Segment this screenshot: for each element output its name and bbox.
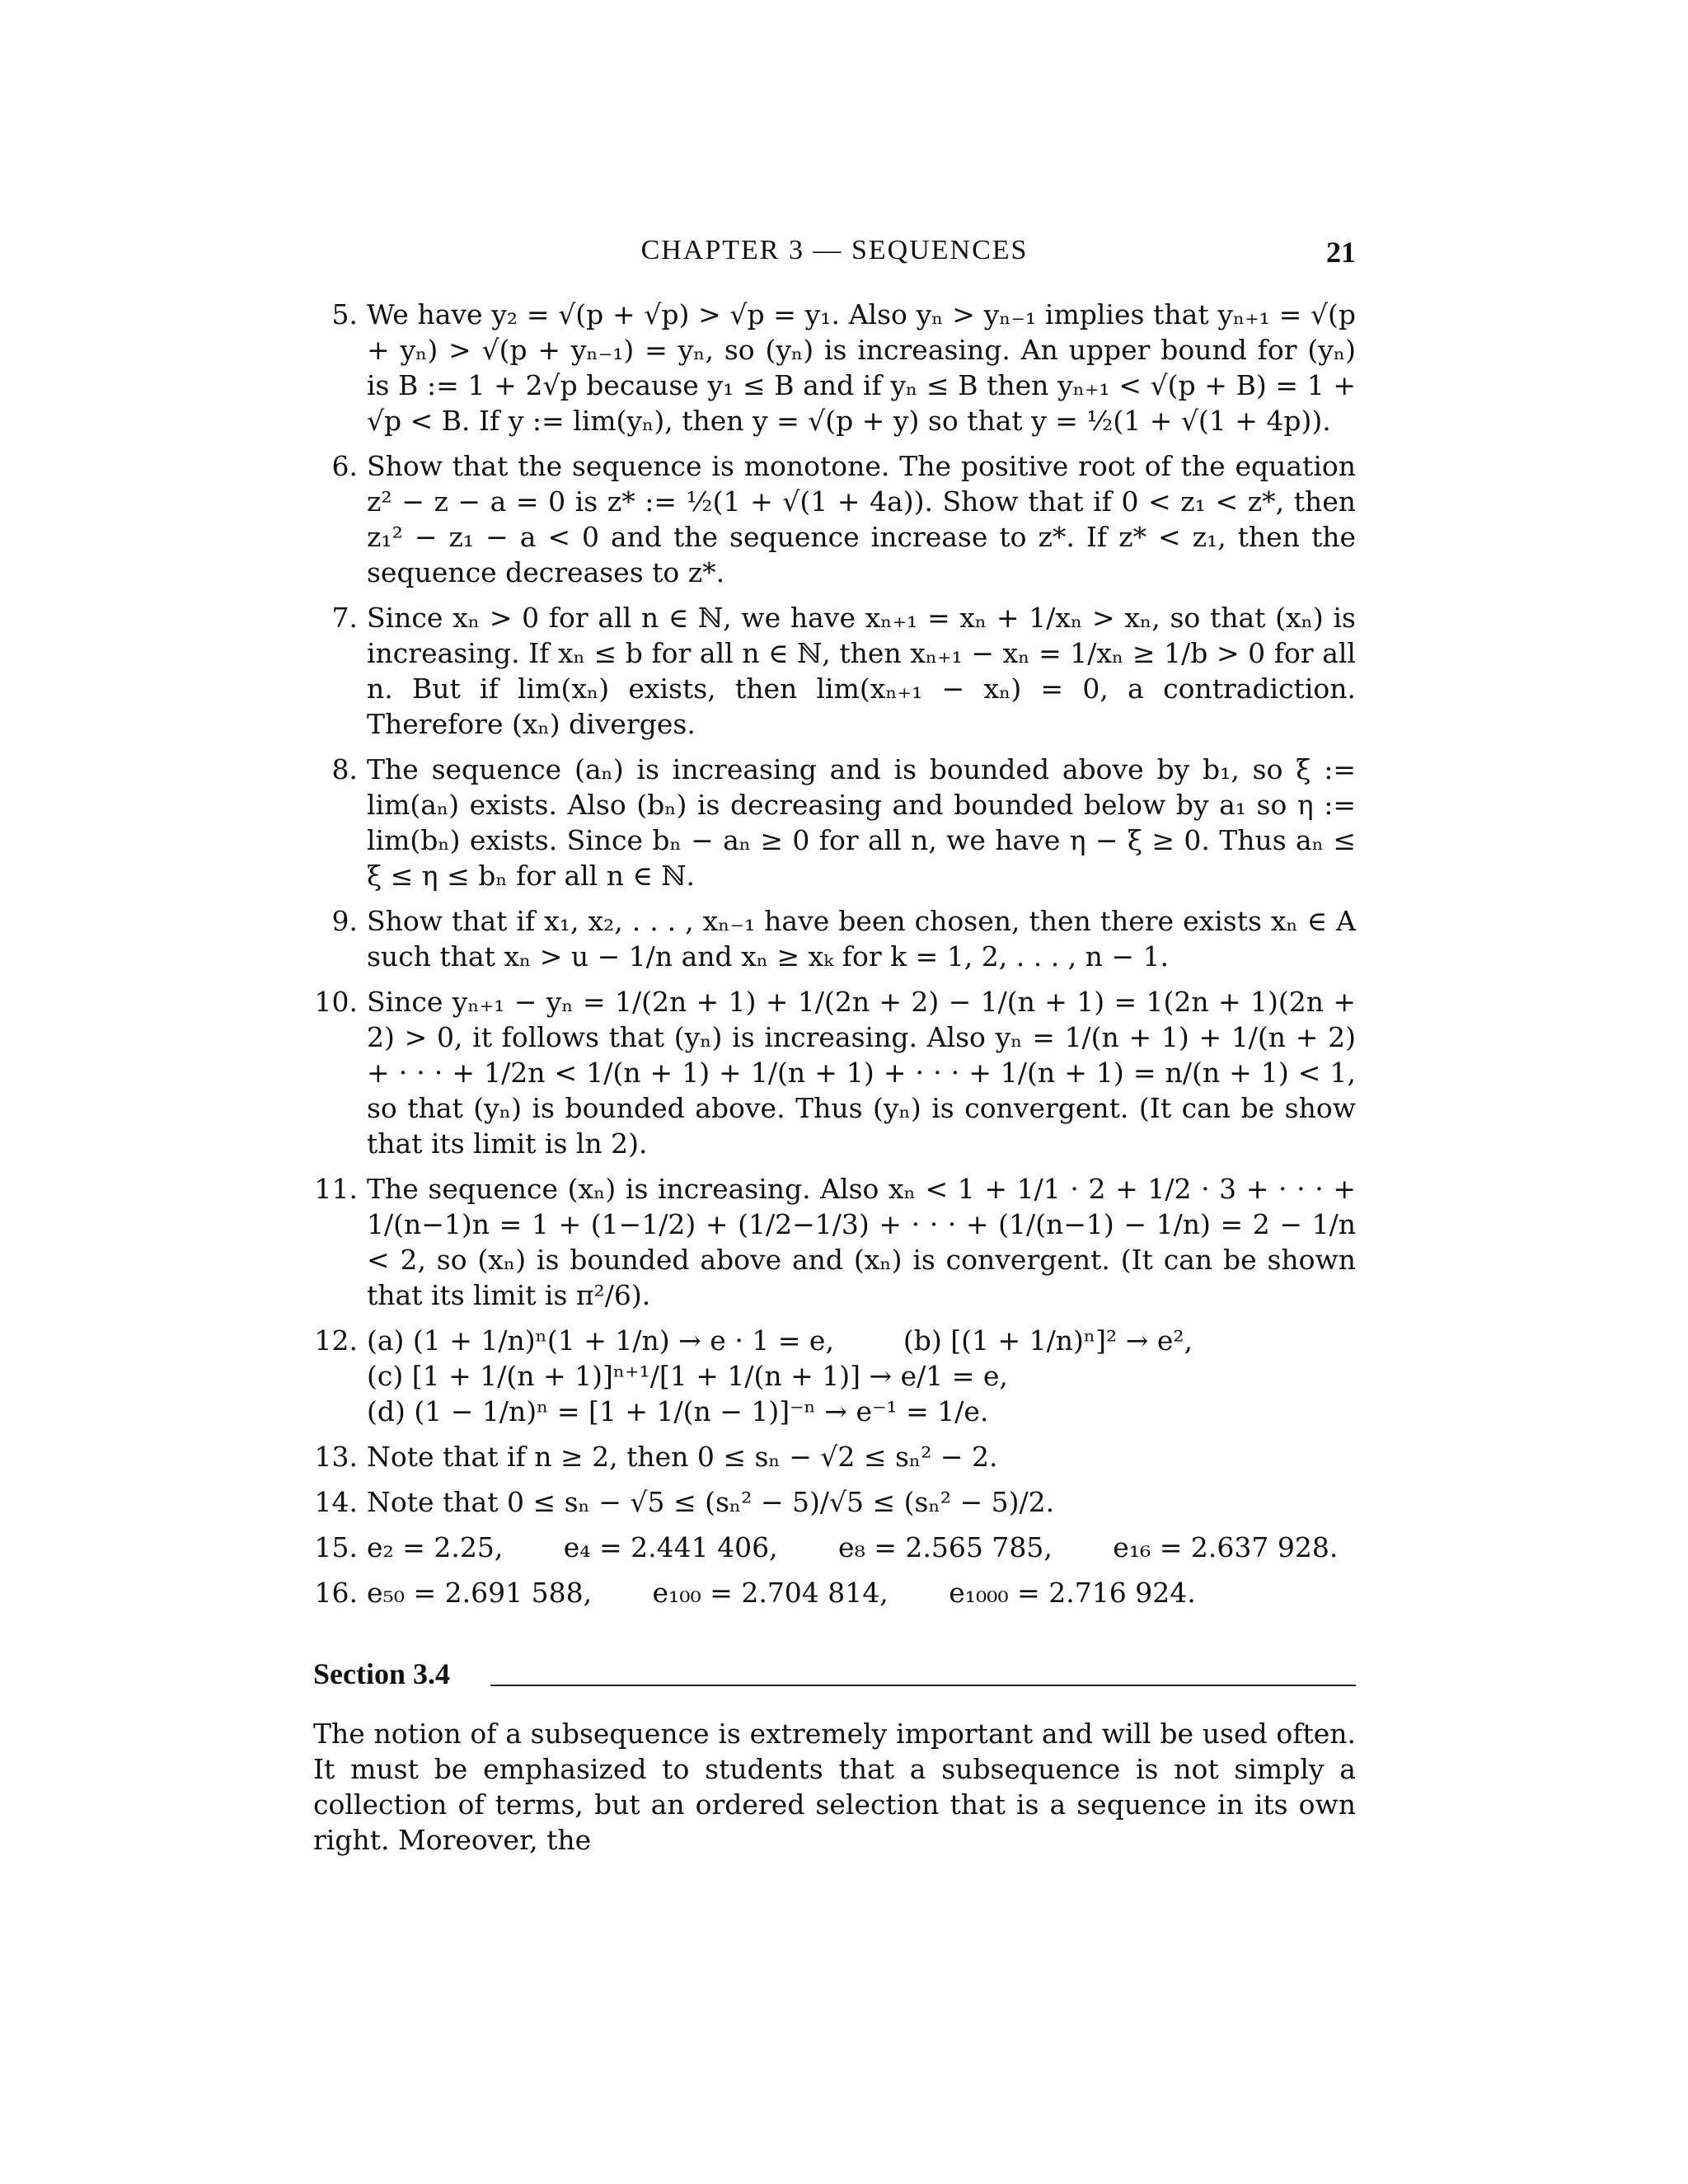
item-number: 13. xyxy=(314,1441,358,1473)
item-number: 15. xyxy=(314,1531,358,1563)
item-text: Since yₙ₊₁ − yₙ = 1/(2n + 1) + 1/(2n + 2) − 1/(n + 1) = 1(2n + 1)(2n + 2) > 0, it follows that (yₙ) is increasing. Also yₙ = 1/(n + 1) + 1/(n + 2) + · · · + 1/2n < 1/(n + 1) + 1/(n + 1) + · · · + 1/(n + 1) = n/(n + 1) < 1, so that (yₙ) is bounded above. Thus (yₙ) is convergent. (It can be show that its limit is ln 2). xyxy=(367,986,1356,1160)
solution-item xyxy=(313,1484,1356,1520)
item-number: 16. xyxy=(314,1577,358,1609)
solution-item xyxy=(313,1439,1356,1474)
chapter-title: CHAPTER 3 — SEQUENCES xyxy=(640,235,1029,265)
solution-item xyxy=(313,600,1356,742)
item-number: 8. xyxy=(331,753,358,785)
item-text: The sequence (xₙ) is increasing. Also xₙ < 1 + 1/1 · 2 + 1/2 · 3 + · · · + 1/(n−1)n = 1 + (1−1/2) + (1/2−1/3) + · · · + (1/(n−1) − 1/n) = 2 − 1/n < 2, so (xₙ) is bounded above and (xₙ) is convergent. (It can be shown that its limit is π²/6). xyxy=(367,1173,1356,1311)
solution-item xyxy=(313,1575,1356,1610)
running-header xyxy=(313,235,1356,278)
item-text: Since xₙ > 0 for all n ∈ ℕ, we have xₙ₊₁ = xₙ + 1/xₙ > xₙ, so that (xₙ) is increasing. If xₙ ≤ b for all n ∈ ℕ, then xₙ₊₁ − xₙ = 1/xₙ ≥ 1/b > 0 for all n. But if lim(xₙ) exists, then lim(xₙ₊₁ − xₙ) = 0, a contradiction. Therefore (xₙ) diverges. xyxy=(367,602,1356,740)
solution-item xyxy=(313,448,1356,590)
item-number: 7. xyxy=(331,602,358,634)
item-text: Show that the sequence is monotone. The positive root of the equation z² − z − a = 0 is z* := ½(1 + √(1 + 4a)). Show that if 0 < z₁ < z*, then z₁² − z₁ − a < 0 and the sequence increase to z*. If z* < z₁, then the sequence decreases to z*. xyxy=(367,450,1356,588)
solution-item xyxy=(313,984,1356,1161)
solution-item xyxy=(313,1323,1356,1429)
item-subline: (a) (1 + 1/n)ⁿ(1 + 1/n) → e · 1 = e, (b) [(1 + 1/n)ⁿ]² → e², xyxy=(367,1324,1193,1357)
item-text xyxy=(367,1323,1356,1429)
section-rule xyxy=(490,1685,1356,1686)
solution-item xyxy=(313,297,1356,438)
item-text: Note that if n ≥ 2, then 0 ≤ sₙ − √2 ≤ sₙ² − 2. xyxy=(367,1441,998,1473)
item-number: 5. xyxy=(331,298,358,330)
item-number: 6. xyxy=(331,450,358,482)
item-number: 9. xyxy=(331,905,358,937)
item-number: 12. xyxy=(314,1324,358,1357)
item-number: 14. xyxy=(314,1486,358,1518)
item-subline: (c) [1 + 1/(n + 1)]ⁿ⁺¹/[1 + 1/(n + 1)] → e/1 = e, xyxy=(367,1360,1008,1392)
page-number: 21 xyxy=(1326,236,1356,269)
item-subline: (d) (1 − 1/n)ⁿ = [1 + 1/(n − 1)]⁻ⁿ → e⁻¹ = 1/e. xyxy=(367,1395,989,1427)
section-title: Section 3.4 xyxy=(313,1657,463,1690)
item-text: We have y₂ = √(p + √p) > √p = y₁. Also yₙ > yₙ₋₁ implies that yₙ₊₁ = √(p + yₙ) > √(p + yₙ₋₁) = yₙ, so (yₙ) is increasing. An upper bound for (yₙ) is B := 1 + 2√p because y₁ ≤ B and if yₙ ≤ B then yₙ₊₁ < √(p + B) = 1 + √p < B. If y := lim(yₙ), then y = √(p + y) so that y = ½(1 + √(1 + 4p)). xyxy=(367,298,1356,437)
section-paragraph: The notion of a subsequence is extremely important and will be used often. It must be emphasized to students that a subsequence is not simply a collection of terms, but an ordered selection that is a sequence in its own right. Moreover, the xyxy=(313,1718,1356,1856)
section-heading xyxy=(313,1657,1356,1696)
item-text: Show that if x₁, x₂, . . . , xₙ₋₁ have been chosen, then there exists xₙ ∈ A such that xₙ > u − 1/n and xₙ ≥ xₖ for k = 1, 2, . . . , n − 1. xyxy=(367,905,1356,972)
item-text: e₂ = 2.25, e₄ = 2.441 406, e₈ = 2.565 785, e₁₆ = 2.637 928. xyxy=(367,1531,1339,1563)
solution-item xyxy=(313,1171,1356,1313)
solution-item xyxy=(313,1530,1356,1565)
item-text: e₅₀ = 2.691 588, e₁₀₀ = 2.704 814, e₁₀₀₀ = 2.716 924. xyxy=(367,1577,1196,1609)
solutions-list xyxy=(313,297,1356,1620)
solution-item xyxy=(313,903,1356,974)
solution-item xyxy=(313,752,1356,893)
item-number: 11. xyxy=(314,1173,358,1205)
item-text: Note that 0 ≤ sₙ − √5 ≤ (sₙ² − 5)/√5 ≤ (sₙ² − 5)/2. xyxy=(367,1486,1055,1518)
item-number: 10. xyxy=(314,986,358,1018)
item-text: The sequence (aₙ) is increasing and is bounded above by b₁, so ξ := lim(aₙ) exists. Also (bₙ) is decreasing and bounded below by a₁ so η := lim(bₙ) exists. Since bₙ − aₙ ≥ 0 for all n, we have η − ξ ≥ 0. Thus aₙ ≤ ξ ≤ η ≤ bₙ for all n ∈ ℕ. xyxy=(367,753,1356,892)
